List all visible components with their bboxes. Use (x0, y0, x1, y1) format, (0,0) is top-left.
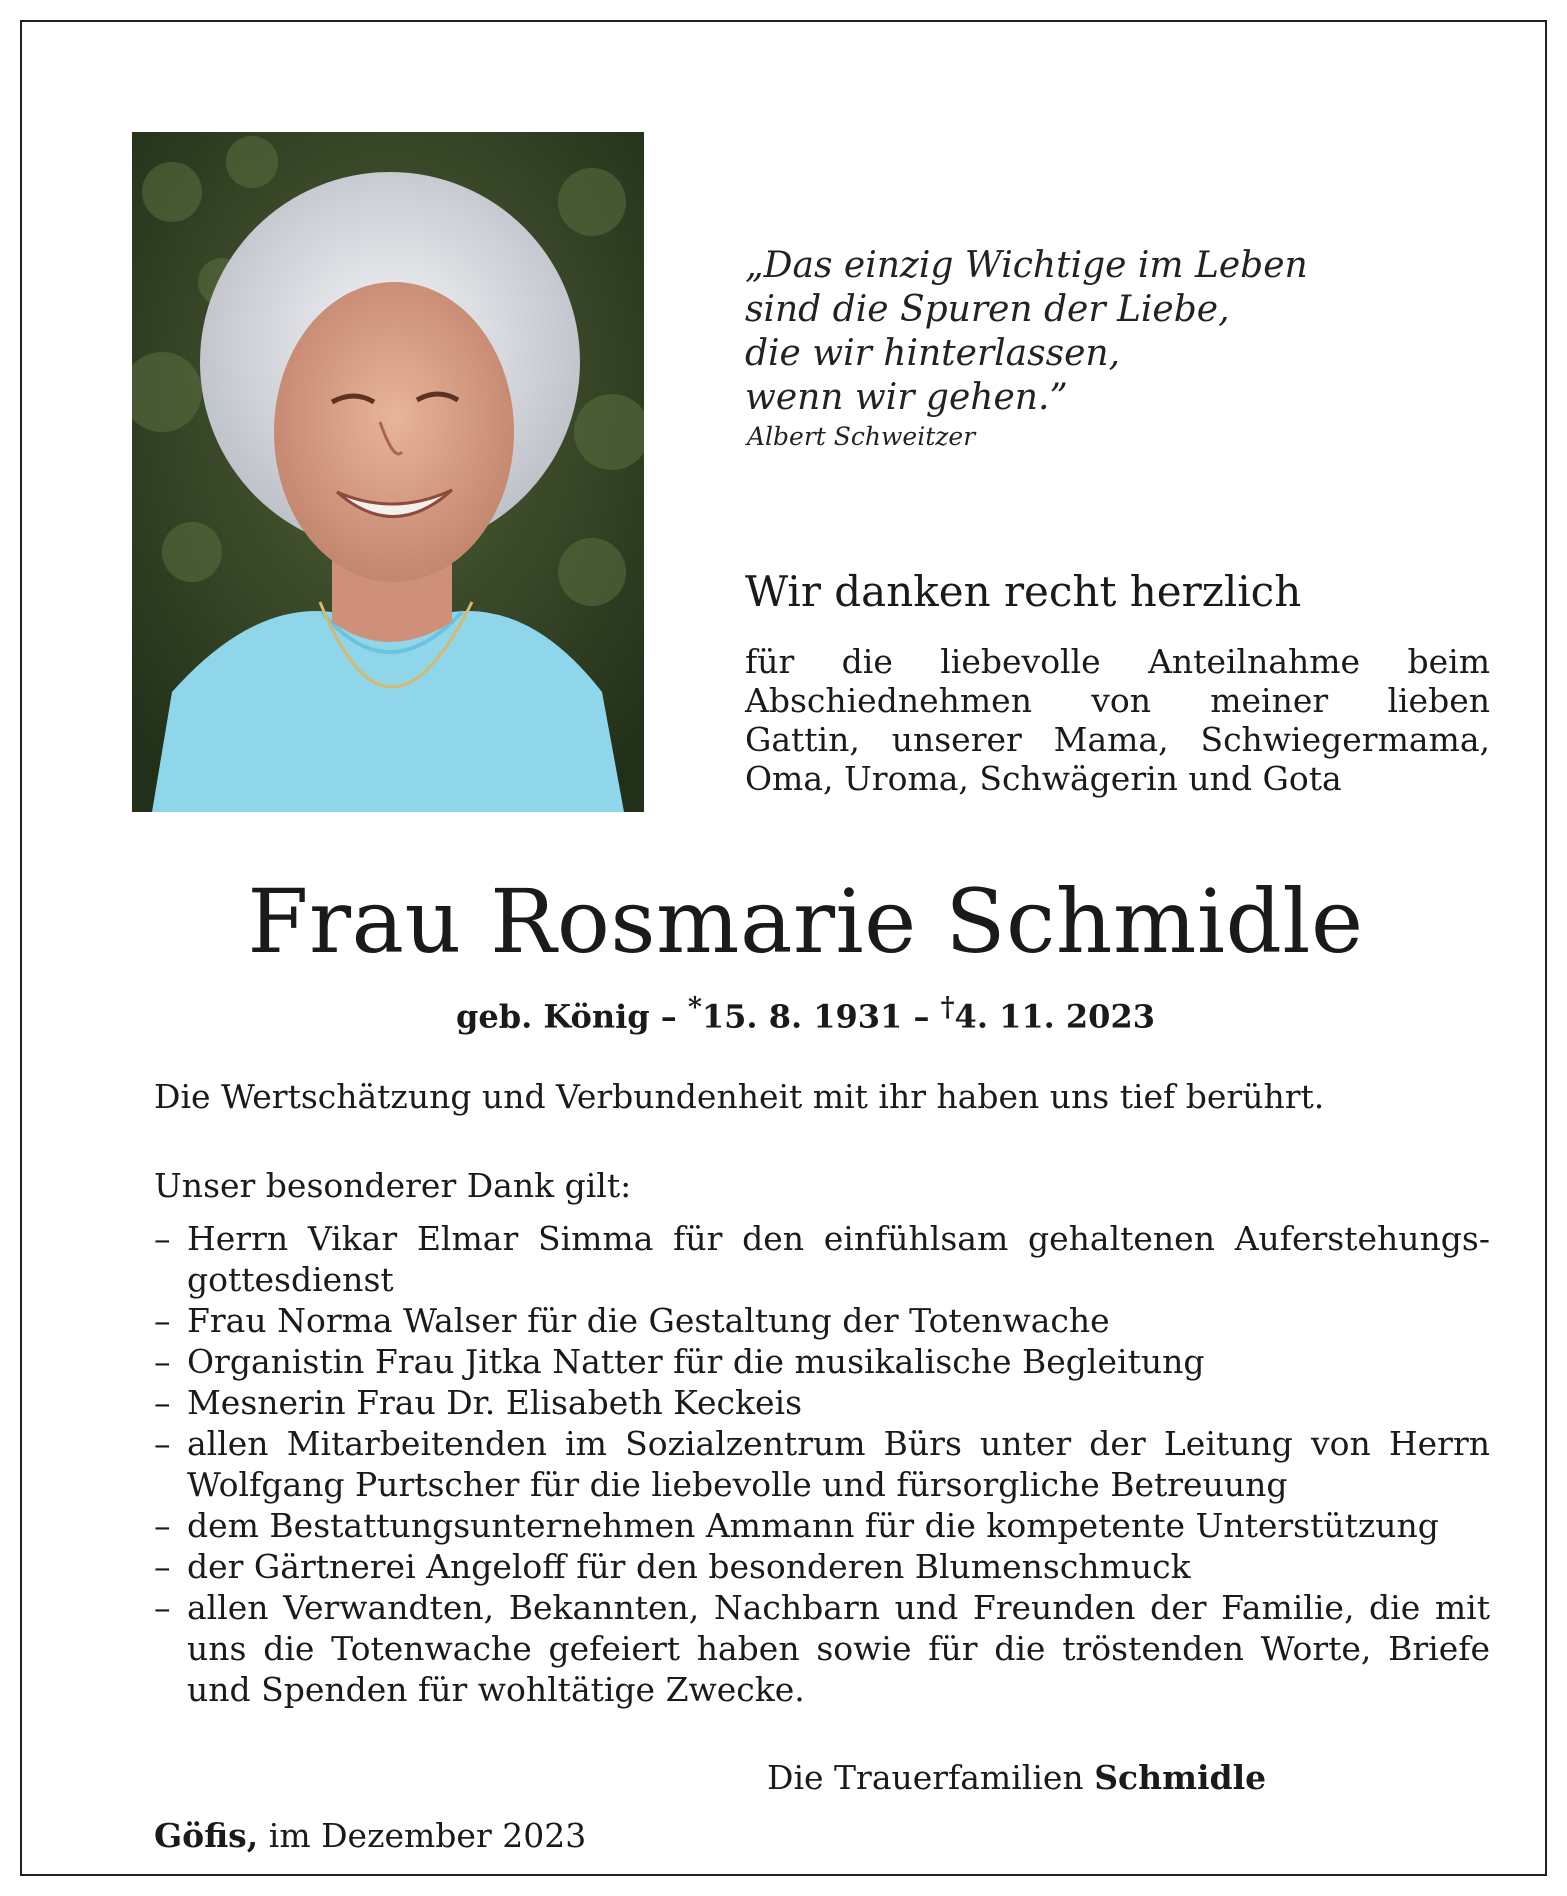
list-item-text: Organistin Frau Jitka Natter für die musikalische Begleitung (187, 1342, 1205, 1381)
quote-line: „Das einzig Wichtige im Leben (745, 245, 1308, 286)
place-date-text: im Dezember 2023 (268, 1816, 587, 1855)
list-item-text: Frau Norma Walser für die Gestaltung der Totenwache (187, 1301, 1110, 1340)
death-symbol: † (940, 992, 955, 1023)
birth-symbol: * (687, 992, 702, 1023)
list-item-text: der Gärtnerei Angeloff für den besonderen Blumenschmuck (187, 1547, 1191, 1586)
list-item-text: Herrn Vikar Elmar Simma für den einfühlsam gehaltenen Auferstehungs-gottesdienst (187, 1219, 1490, 1299)
maiden-name: geb. König (456, 997, 650, 1036)
signature (767, 1758, 1266, 1797)
dash: – (154, 1301, 171, 1340)
place-date (154, 1816, 586, 1855)
quote-line: sind die Spuren der Liebe, (745, 289, 1230, 330)
dash: – (154, 1219, 171, 1258)
thanks-line: Oma, Uroma, Schwägerin und Gota (745, 759, 1342, 798)
death-date: 4. 11. 2023 (954, 997, 1155, 1036)
list-item (154, 1423, 1490, 1505)
list-item (154, 1505, 1490, 1546)
date-separator: – (660, 997, 677, 1036)
deceased-name: Frau Rosmarie Schmidle (247, 870, 1364, 973)
place-town: Göfis, (154, 1816, 259, 1855)
thanks-body (745, 642, 1490, 798)
dash: – (154, 1342, 171, 1381)
list-item (154, 1382, 1490, 1423)
thanks-line: für die liebevolle Anteilnahme beim (745, 642, 1490, 681)
portrait-illustration (132, 132, 644, 812)
appreciation-text: Die Wertschätzung und Verbundenheit mit ihr haben uns tief berührt. (154, 1077, 1325, 1116)
thanks-line: Abschiednehmen von meiner lieben (745, 681, 1490, 720)
dash: – (154, 1424, 171, 1463)
quote-line: wenn wir gehen.” (745, 377, 1068, 418)
special-thanks-heading: Unser besonderer Dank gilt: (154, 1166, 632, 1205)
list-item (154, 1546, 1490, 1587)
birth-date: 15. 8. 1931 (701, 997, 903, 1036)
thanks-heading: Wir danken recht herzlich (745, 567, 1302, 616)
list-item (154, 1587, 1490, 1710)
dash: – (154, 1506, 171, 1545)
obituary-card (20, 20, 1547, 1876)
quote-line: die wir hinterlassen, (745, 333, 1121, 374)
thanks-line: Gattin, unserer Mama, Schwiegermama, (745, 720, 1490, 759)
quote-author: Albert Schweitzer (747, 422, 976, 451)
list-item-text: allen Mitarbeitenden im Sozialzentrum Bürs unter der Leitung von Herrn Wolfgang Purtscher für die liebevolle und fürsorgliche Betreuung (187, 1424, 1490, 1504)
dash: – (154, 1383, 171, 1422)
dash: – (154, 1547, 171, 1586)
date-separator: – (913, 997, 930, 1036)
signature-family: Schmidle (1094, 1758, 1267, 1797)
list-item (154, 1218, 1490, 1300)
quote (745, 244, 1365, 420)
list-item (154, 1300, 1490, 1341)
portrait-photo (132, 132, 644, 812)
dash: – (154, 1588, 171, 1627)
signature-prefix: Die Trauerfamilien (767, 1758, 1084, 1797)
list-item-text: Mesnerin Frau Dr. Elisabeth Keckeis (187, 1383, 803, 1422)
life-dates (22, 992, 1567, 1036)
list-item-text: allen Verwandten, Bekannten, Nachbarn und Freunden der Familie, die mit uns die Totenwache gefeiert haben sowie für die tröstenden Worte, Briefe und Spenden für wohltätige Zwecke. (187, 1588, 1490, 1709)
list-item-text: dem Bestattungsunternehmen Ammann für die kompetente Unterstützung (187, 1506, 1439, 1545)
special-thanks-list (154, 1218, 1490, 1710)
list-item (154, 1341, 1490, 1382)
